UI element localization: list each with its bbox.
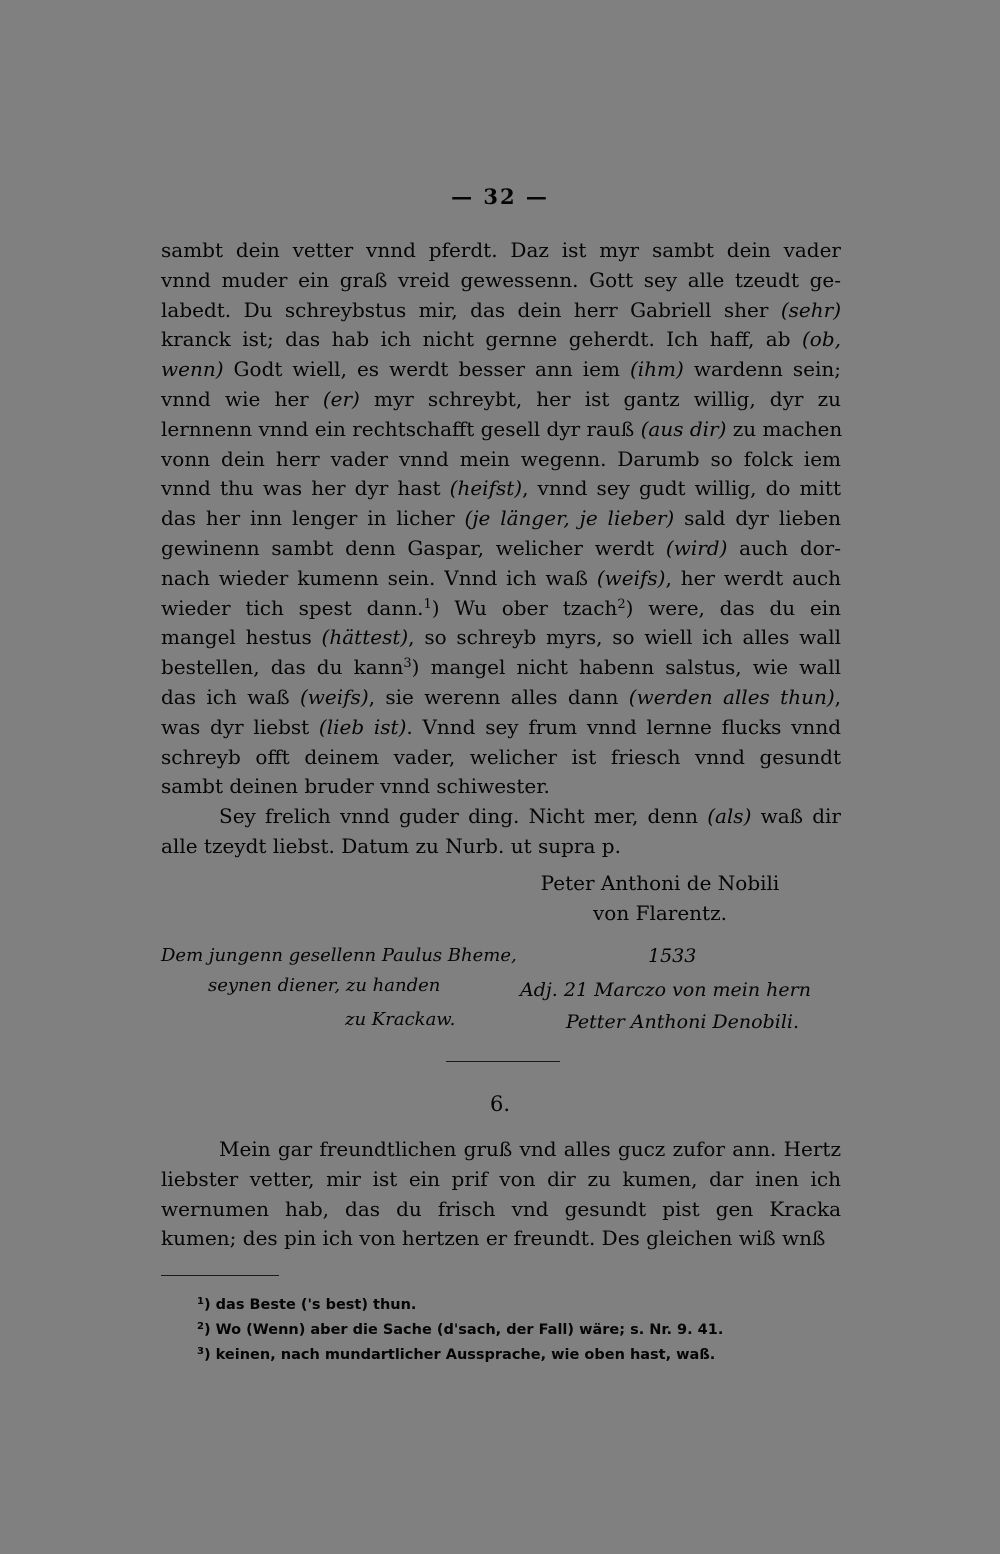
- section-text: [161, 1135, 841, 1254]
- footnote-ref: 2: [617, 596, 626, 612]
- signature-line: von Flarentz.: [593, 901, 727, 925]
- text-line: vnnd thu was her dyr hast (heifst), vnnd sey gudt willig, do mitt: [161, 476, 841, 501]
- text-line: wieder tich spest dann.$^1$) Wu ober tzach$^2$) were, das du ein: [161, 595, 842, 620]
- section-divider: [446, 1061, 560, 1062]
- footnote-1: $^1$) das Beste ('s best) thun.: [197, 1296, 417, 1313]
- text-line: lernnenn vnnd ein rechtschafft gesell dyr rauß (aus dir) zu machen: [161, 416, 843, 441]
- text-line: sambt deinen bruder vnnd schiwester.: [161, 774, 550, 799]
- gloss: (ob,: [801, 327, 841, 352]
- letter-paragraph-2: [161, 802, 841, 862]
- gloss: (weifs): [300, 684, 369, 709]
- text-line: bestellen, das du kann$^3$) mangel nicht habenn salstus, wie wall: [161, 655, 841, 680]
- gloss: (werden alles thun): [628, 684, 835, 709]
- gloss: (wird): [665, 535, 728, 560]
- text-line: nach wieder kumenn sein. Vnnd ich waß (weifs), her werdt auch: [161, 565, 842, 590]
- gloss: (ihm): [629, 357, 684, 382]
- text-line: das ich waß (weifs), sie werenn alles dann (werden alles thun),: [161, 684, 842, 709]
- footnote-ref: 1: [423, 596, 432, 612]
- date-line: Petter Anthoni Denobili.: [566, 1011, 800, 1033]
- footnote-rule: [161, 1275, 279, 1276]
- letter-paragraph-1: [161, 236, 841, 802]
- text-line: vnnd wie her (er) myr schreybt, her ist gantz willig, dyr zu: [161, 386, 841, 411]
- text-line: was dyr liebst (lieb ist). Vnnd sey frum vnnd lernne flucks vnnd: [161, 714, 841, 739]
- text-line: vnnd muder ein graß vreid gewessenn. Gott sey alle tzeudt ge-: [161, 267, 841, 292]
- text-line: mangel hestus (hättest), so schreyb myrs, so wiell ich alles wall: [161, 625, 841, 650]
- text-line: vonn dein herr vader vnnd mein wegenn. Darumb so folck iem: [161, 446, 841, 471]
- address-line: Dem jungenn gesellenn Paulus Bheme,: [161, 945, 517, 966]
- signature-line: Peter Anthoni de Nobili: [540, 871, 780, 895]
- text-line: das her inn lenger in licher (je länger, je lieber) sald dyr lieben: [161, 506, 842, 531]
- text-line: schreyb offt deinem vader, welicher ist friesch vnnd gesundt: [161, 744, 841, 769]
- footnotes: [197, 1293, 837, 1368]
- text-line: kranck ist; das hab ich nicht gernne geherdt. Ich haff, ab (ob,: [161, 327, 841, 352]
- gloss: (sehr): [780, 297, 841, 322]
- letter-body: [161, 236, 841, 862]
- text-line: Mein gar freundtlichen gruß vnd alles gucz zufor ann. Hertz: [219, 1137, 841, 1161]
- gloss: wenn): [161, 357, 224, 382]
- text-line: Sey frelich vnnd guder ding. Nicht mer, denn (als) waß dir: [219, 804, 841, 829]
- section-number: 6.: [489, 1092, 511, 1116]
- section-paragraph: [161, 1135, 841, 1254]
- date-line: Adj. 21 Marczo von mein hern: [520, 979, 811, 1001]
- text-line: sambt dein vetter vnnd pferdt. Daz ist myr sambt dein vader: [161, 238, 841, 262]
- gloss: (heifst): [449, 476, 523, 501]
- gloss: (er): [322, 386, 360, 411]
- text-line: liebster vetter, mir ist ein prif von dir zu kumen, dar inen ich: [161, 1166, 841, 1191]
- footnote-2: $^2$) Wo (Wenn) aber die Sache (d'sach, der Fall) wäre; s. Nr. 9. 41.: [197, 1321, 724, 1338]
- address-line: zu Krackaw.: [345, 1009, 456, 1030]
- date-year: 1533: [648, 945, 697, 967]
- text-line: wenn) Godt wiell, es werdt besser ann iem (ihm) wardenn sein;: [161, 357, 841, 382]
- gloss: (je länger, je lieber): [464, 506, 675, 531]
- gloss: (weifs): [596, 565, 666, 590]
- text-line: gewinenn sambt denn Gaspar, welicher werdt (wird) auch dor-: [161, 535, 841, 560]
- signature: [530, 868, 790, 928]
- text-line: labedt. Du schreybstus mir, das dein herr Gabriell sher (sehr): [161, 297, 841, 322]
- page-number: — 32 —: [451, 184, 549, 209]
- gloss: (lieb ist): [318, 714, 407, 739]
- gloss: (aus dir): [640, 416, 727, 441]
- address-line: seynen diener, zu handen: [208, 975, 441, 996]
- gloss: (als): [707, 804, 752, 829]
- footnote-3: $^3$) keinen, nach mundartlicher Aussprache, wie oben hast, waß.: [197, 1346, 716, 1363]
- gloss: (hättest): [321, 625, 409, 650]
- text-line: wernumen hab, das du frisch vnd gesundt pist gen Kracka: [161, 1196, 841, 1221]
- text-line: kumen; des pin ich von hertzen er freundt. Des gleichen wiß wnß: [161, 1226, 826, 1251]
- footnote-ref: 3: [403, 656, 412, 672]
- text-line: alle tzeydt liebst. Datum zu Nurb. ut supra p.: [161, 833, 621, 858]
